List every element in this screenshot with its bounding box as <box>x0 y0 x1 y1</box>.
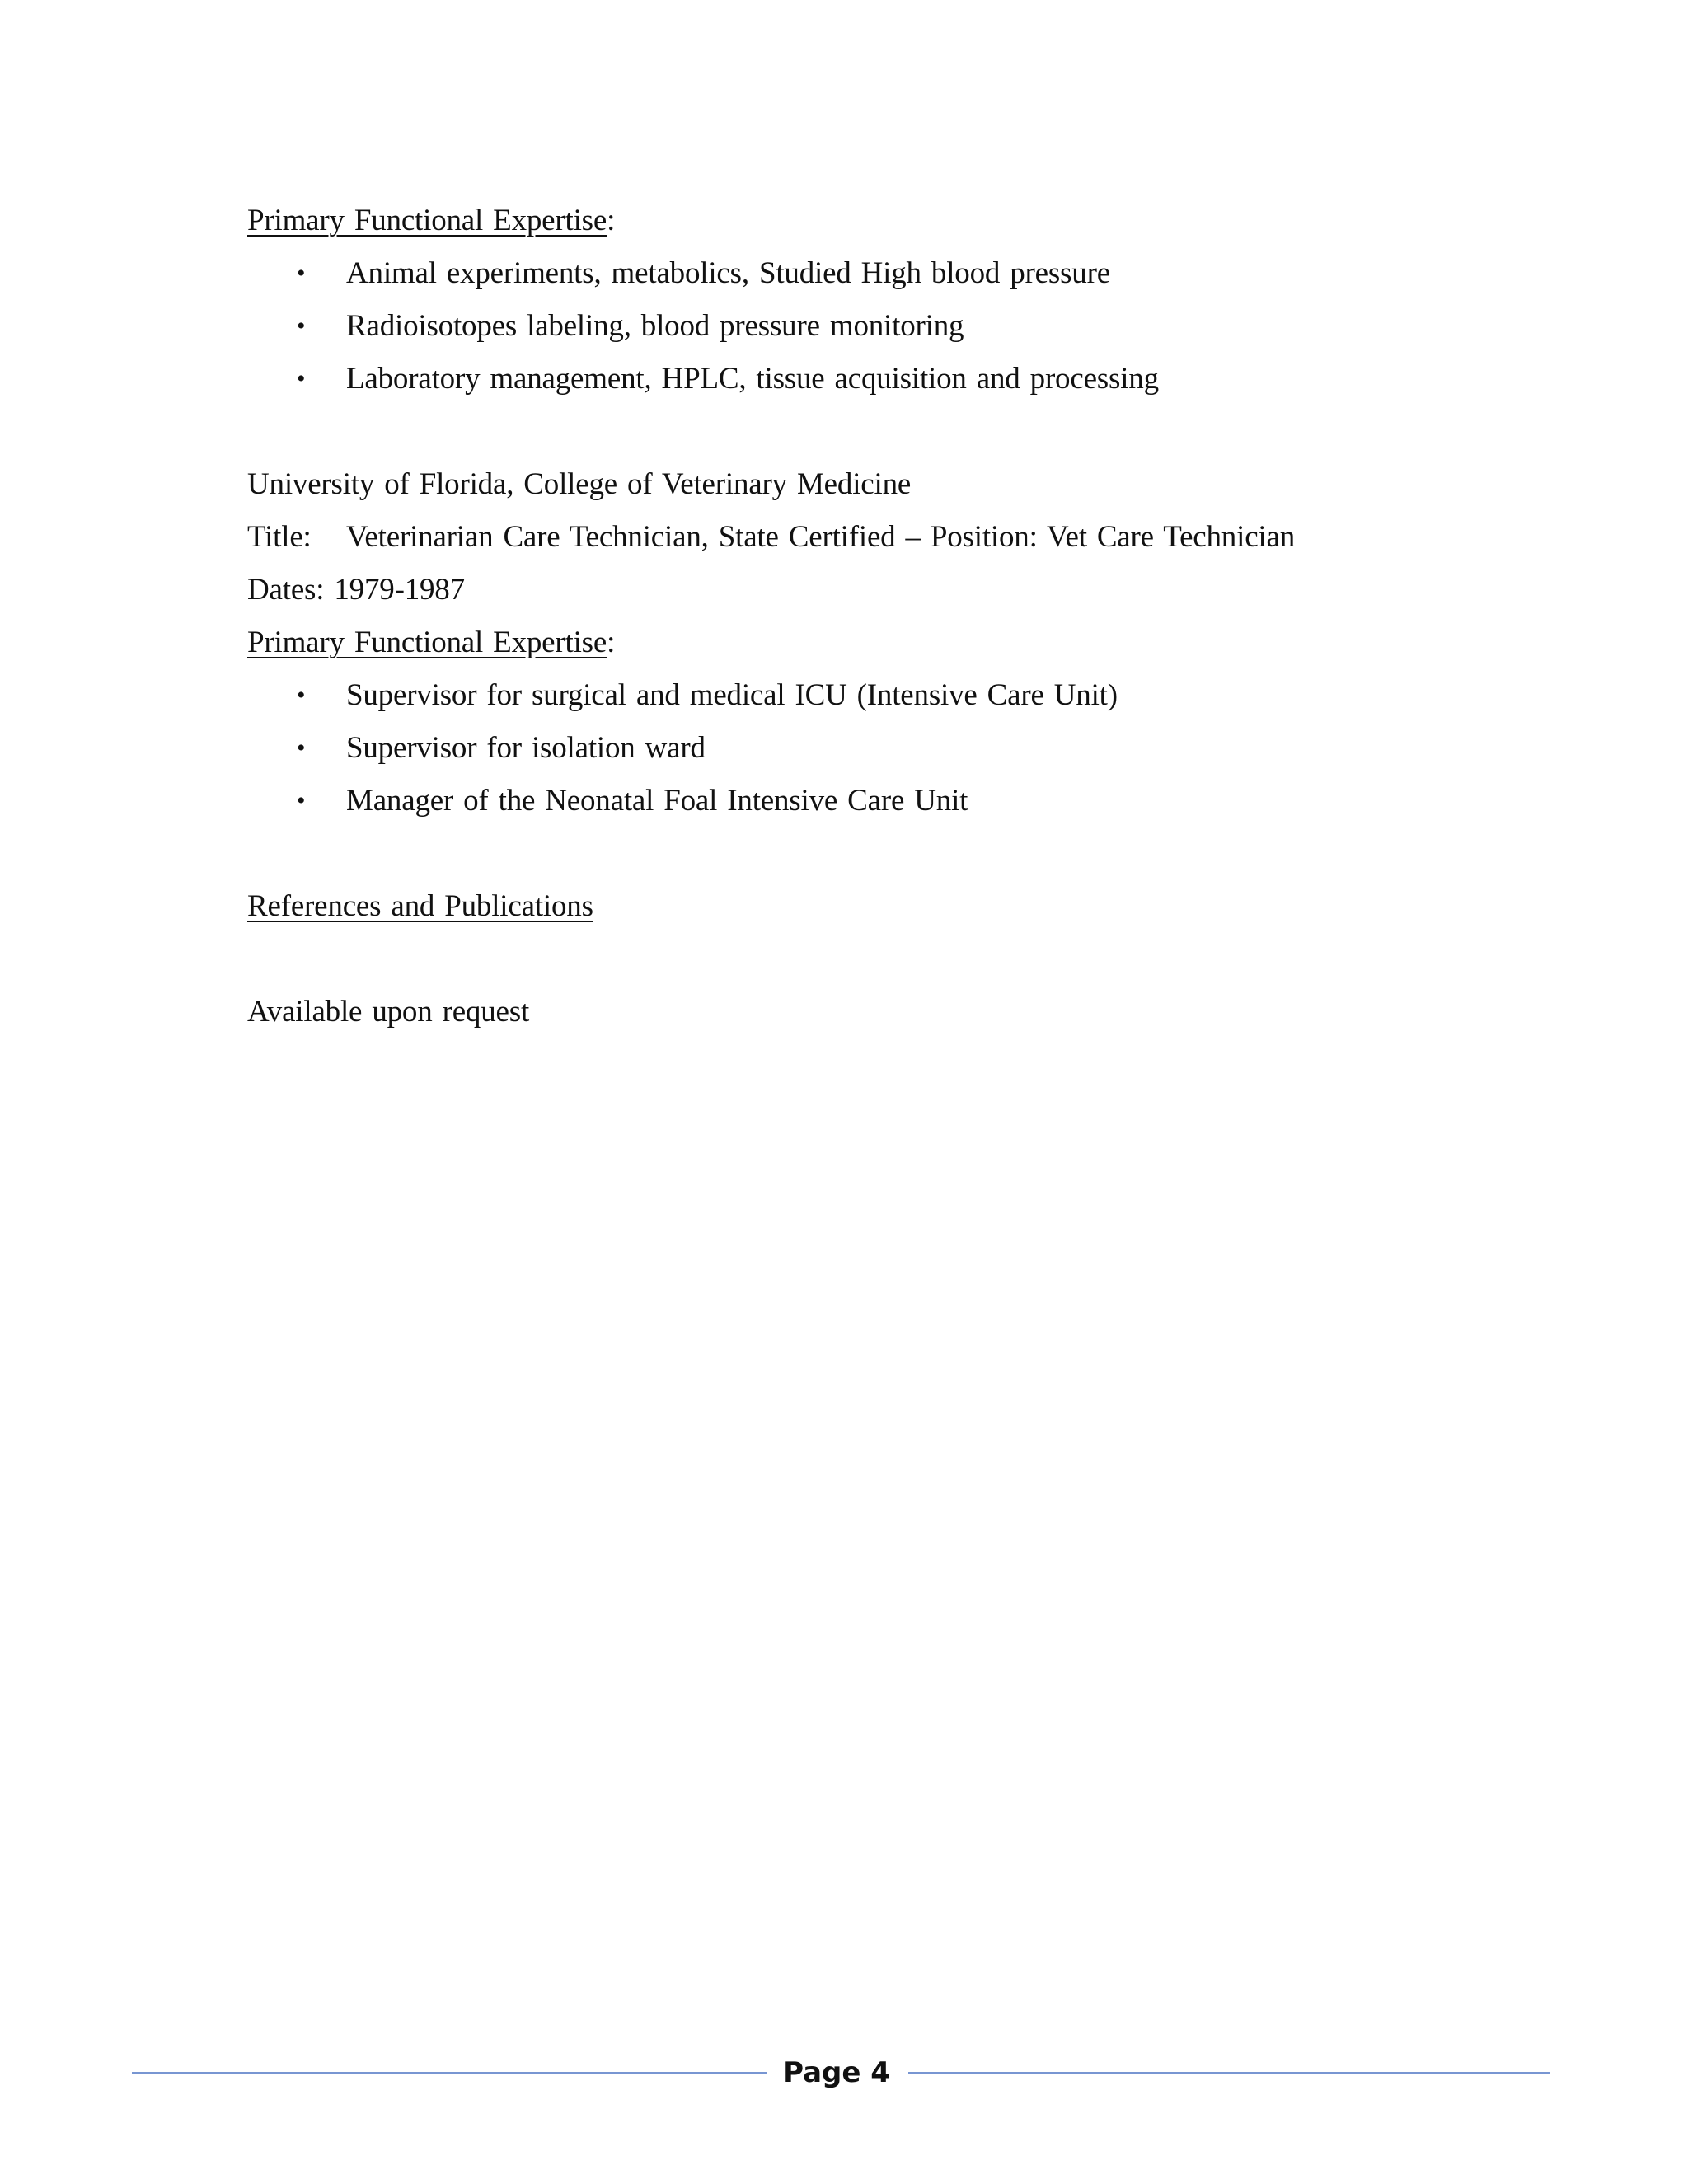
list-item: • Supervisor for surgical and medical ICU (Intensive Care Unit) <box>247 669 1533 722</box>
list-item: • Manager of the Neonatal Foal Intensive Care Unit <box>247 775 1533 827</box>
expertise-heading-1: Primary Functional Expertise: <box>247 204 616 237</box>
employer-name: University of Florida, College of Veterinary Medicine <box>247 467 912 501</box>
bullet-icon: • <box>297 734 306 762</box>
page-content <box>247 194 1533 1038</box>
footer-rule-right <box>908 2072 1550 2074</box>
expertise-heading-2: Primary Functional Expertise: <box>247 626 616 659</box>
expertise-list-1 <box>247 247 1533 405</box>
bullet-icon: • <box>297 787 306 814</box>
employer-title: Title: Veterinarian Care Technician, State Certified – Position: Vet Care Technician <box>247 520 1296 554</box>
page-footer <box>132 2052 1550 2093</box>
bullet-icon: • <box>297 312 306 340</box>
footer-rule-left <box>132 2072 767 2074</box>
list-item: • Radioisotopes labeling, blood pressure monitoring <box>247 300 1533 353</box>
list-item: • Animal experiments, metabolics, Studied High blood pressure <box>247 247 1533 300</box>
bullet-icon: • <box>297 260 306 287</box>
spacer <box>247 933 1533 986</box>
page-number: Page 4 <box>783 2056 890 2089</box>
list-item: • Laboratory management, HPLC, tissue acquisition and processing <box>247 353 1533 405</box>
employer-dates: Dates: 1979-1987 <box>247 573 465 607</box>
references-text: Available upon request <box>247 995 530 1029</box>
list-item: • Supervisor for isolation ward <box>247 722 1533 775</box>
references-heading: References and Publications <box>247 889 593 923</box>
bullet-icon: • <box>297 365 306 392</box>
spacer <box>247 405 1533 458</box>
bullet-icon: • <box>297 682 306 709</box>
expertise-list-2 <box>247 669 1533 827</box>
spacer <box>247 827 1533 880</box>
